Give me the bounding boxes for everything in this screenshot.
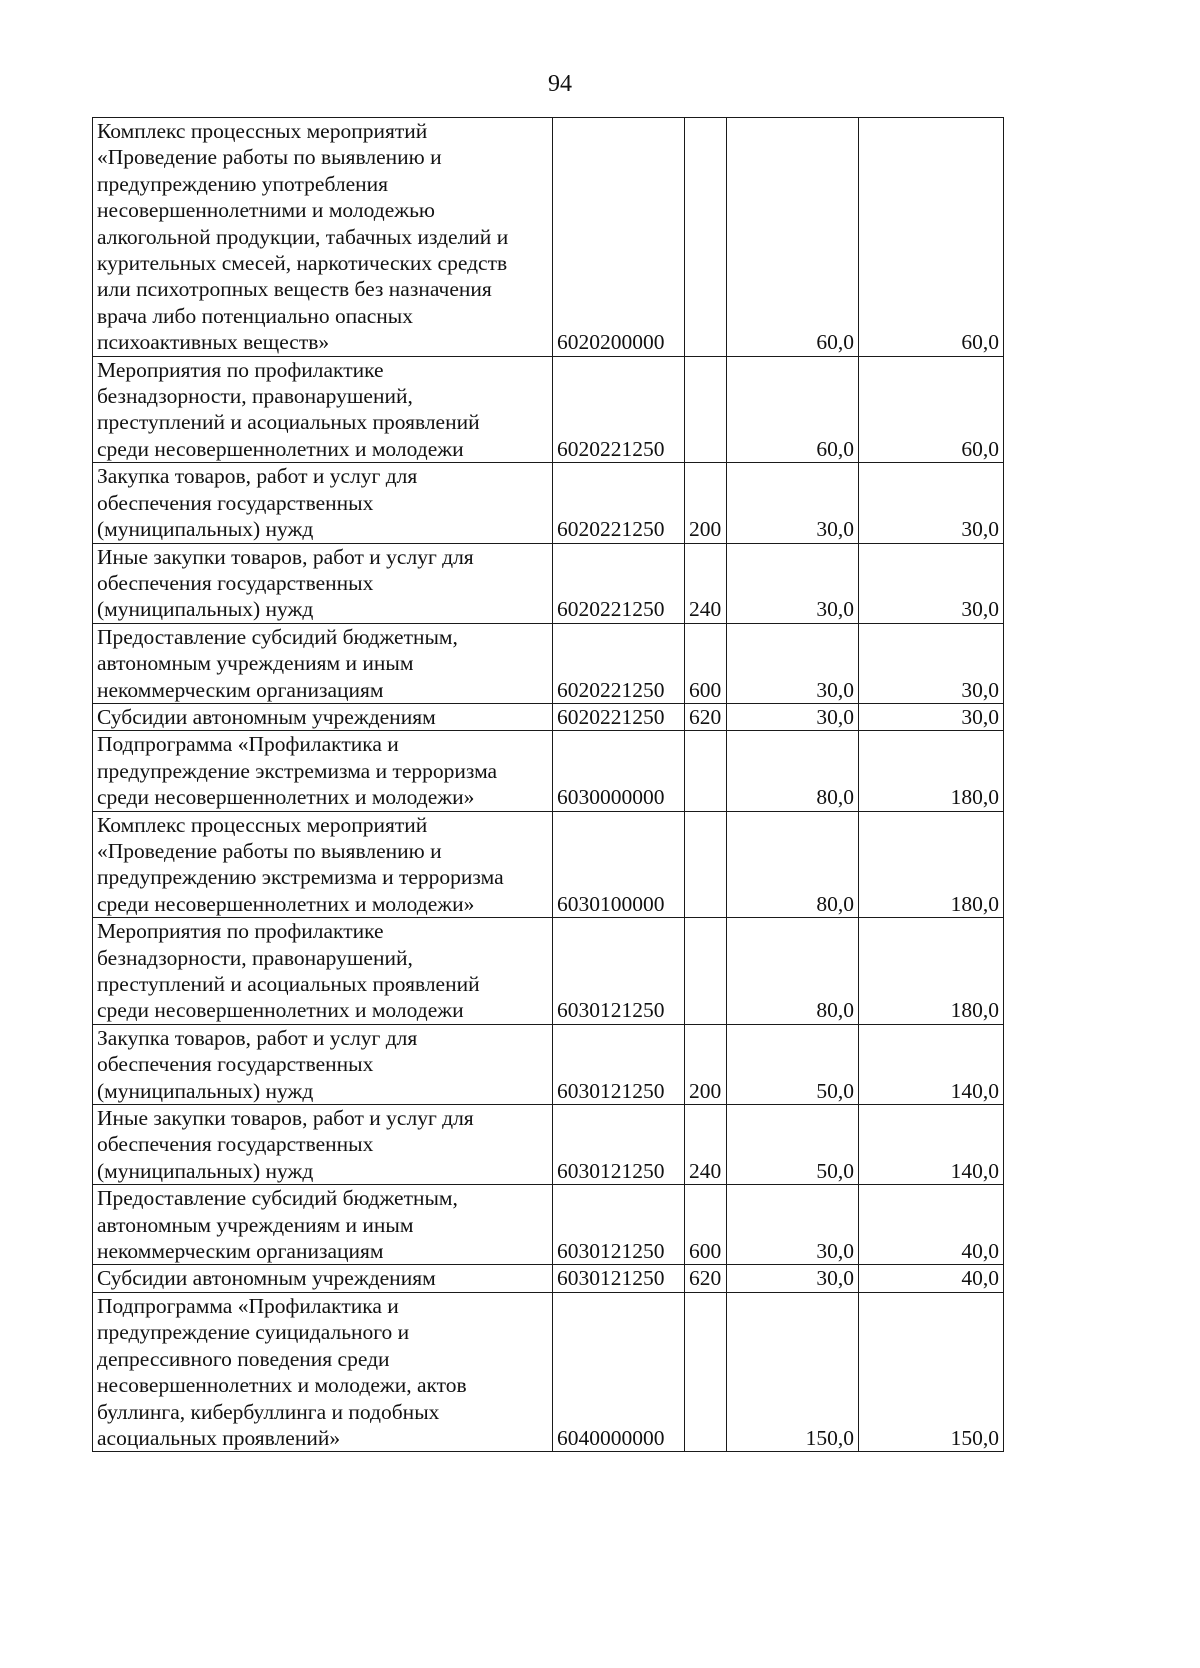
expense-name-line: буллинга, кибербуллинга и подобных [97,1399,440,1424]
expense-name-line: или психотропных веществ без назначения [97,277,492,302]
expense-name-line: среди несовершеннолетних и молодежи [97,436,464,461]
expense-name-line: депрессивного поведения среди [97,1346,390,1371]
expense-name-line: Субсидии автономным учреждениям [97,704,436,729]
expense-type-cell [685,118,727,357]
expense-type-cell [685,731,727,811]
expense-name-line: психоактивных веществ» [97,330,330,355]
table-row [93,1292,1004,1451]
expense-type-cell: 240 [685,543,727,623]
expense-name-cell [93,1105,553,1185]
amount-year2-cell: 40,0 [859,1185,1004,1265]
expense-type-cell [685,918,727,1025]
target-article-code-cell: 6040000000 [553,1292,685,1451]
amount-year1-cell: 80,0 [727,811,859,918]
amount-year2-cell: 60,0 [859,118,1004,357]
expense-name-line: (муниципальных) нужд [97,597,314,622]
expense-type-cell: 200 [685,1024,727,1104]
expense-name-line: несовершеннолетними и молодежью [97,198,435,223]
amount-year2-cell: 140,0 [859,1024,1004,1104]
expense-name-line: «Проведение работы по выявлению и [97,838,442,863]
amount-year1-cell: 60,0 [727,118,859,357]
expense-name-cell [93,463,553,543]
expense-type-cell: 600 [685,1185,727,1265]
expense-name-line: безнадзорности, правонарушений, [97,945,413,970]
amount-year2-cell: 150,0 [859,1292,1004,1451]
table-row [93,1024,1004,1104]
expense-name-line: предупреждение экстремизма и терроризма [97,758,498,783]
amount-year2-cell: 180,0 [859,811,1004,918]
target-article-code-cell: 6030121250 [553,1105,685,1185]
expense-name-line: Мероприятия по профилактике [97,357,384,382]
expense-name-cell [93,1265,553,1292]
amount-year2-cell: 30,0 [859,543,1004,623]
expense-name-line: (муниципальных) нужд [97,1158,314,1183]
expense-name-line: Субсидии автономным учреждениям [97,1266,436,1291]
expense-name-line: (муниципальных) нужд [97,517,314,542]
expense-name-line: Предоставление субсидий бюджетным, [97,1186,458,1211]
expense-name-line: безнадзорности, правонарушений, [97,384,413,409]
expense-name-line: преступлений и асоциальных проявлений [97,410,480,435]
expense-type-cell [685,811,727,918]
expense-name-line: Комплекс процессных мероприятий [97,119,428,143]
expense-name-line: некоммерческим организациям [97,677,384,702]
amount-year1-cell: 80,0 [727,731,859,811]
expense-name-line: преступлений и асоциальных проявлений [97,972,480,996]
expense-name-cell [93,918,553,1025]
amount-year2-cell: 180,0 [859,731,1004,811]
amount-year1-cell: 30,0 [727,1185,859,1265]
target-article-code-cell: 6020221250 [553,463,685,543]
table-row [93,118,1004,357]
amount-year2-cell: 30,0 [859,703,1004,730]
budget-table [92,117,1004,1452]
expense-name-cell [93,731,553,811]
table-row [93,463,1004,543]
expense-name-line: обеспечения государственных [97,1052,374,1077]
table-row [93,811,1004,918]
expense-name-cell [93,543,553,623]
expense-name-cell [93,356,553,463]
expense-name-line: Комплекс процессных мероприятий [97,812,428,837]
table-row [93,623,1004,703]
target-article-code-cell: 6020221250 [553,703,685,730]
amount-year1-cell: 30,0 [727,623,859,703]
expense-type-cell [685,1292,727,1451]
target-article-code-cell: 6020221250 [553,543,685,623]
expense-name-cell [93,623,553,703]
expense-type-cell: 620 [685,703,727,730]
table-row [93,731,1004,811]
expense-name-line: обеспечения государственных [97,1132,374,1157]
amount-year1-cell: 30,0 [727,463,859,543]
expense-name-line: среди несовершеннолетних и молодежи» [97,785,475,810]
amount-year1-cell: 50,0 [727,1105,859,1185]
expense-name-line: Мероприятия по профилактике [97,919,384,944]
target-article-code-cell: 6020221250 [553,356,685,463]
expense-name-line: среди несовершеннолетних и молодежи [97,998,464,1023]
table-row [93,918,1004,1025]
expense-type-cell: 600 [685,623,727,703]
expense-name-line: обеспечения государственных [97,490,374,515]
table-row [93,543,1004,623]
amount-year2-cell: 180,0 [859,918,1004,1025]
expense-name-line: автономным учреждениям и иным [97,1212,414,1237]
expense-name-line: Закупка товаров, работ и услуг для [97,464,418,489]
table-row [93,703,1004,730]
amount-year1-cell: 150,0 [727,1292,859,1451]
amount-year1-cell: 60,0 [727,356,859,463]
table-row [93,1265,1004,1292]
amount-year2-cell: 140,0 [859,1105,1004,1185]
expense-name-line: предупреждению экстремизма и терроризма [97,865,504,890]
expense-name-cell [93,118,553,357]
expense-name-line: несовершеннолетних и молодежи, актов [97,1373,467,1398]
target-article-code-cell: 6030121250 [553,1265,685,1292]
target-article-code-cell: 6030121250 [553,1185,685,1265]
amount-year2-cell: 40,0 [859,1265,1004,1292]
expense-name-line: предупреждению употребления [97,171,389,196]
expense-name-line: Иные закупки товаров, работ и услуг для [97,1106,474,1131]
expense-name-line: врача либо потенциально опасных [97,303,413,328]
expense-name-line: предупреждение суицидального и [97,1320,410,1345]
expense-name-line: Иные закупки товаров, работ и услуг для [97,544,474,569]
expense-name-line: Подпрограмма «Профилактика и [97,732,399,757]
amount-year2-cell: 30,0 [859,623,1004,703]
expense-name-line: некоммерческим организациям [97,1239,384,1264]
expense-name-cell [93,1292,553,1451]
table-row [93,356,1004,463]
amount-year1-cell: 30,0 [727,703,859,730]
expense-name-cell [93,1024,553,1104]
target-article-code-cell: 6030121250 [553,1024,685,1104]
expense-name-line: Предоставление субсидий бюджетным, [97,624,458,649]
expense-name-line: асоциальных проявлений» [97,1425,341,1450]
target-article-code-cell: 6020200000 [553,118,685,357]
amount-year2-cell: 30,0 [859,463,1004,543]
expense-type-cell: 200 [685,463,727,543]
target-article-code-cell: 6030121250 [553,918,685,1025]
expense-type-cell: 620 [685,1265,727,1292]
table-row [93,1105,1004,1185]
expense-name-line: обеспечения государственных [97,570,374,595]
amount-year1-cell: 50,0 [727,1024,859,1104]
target-article-code-cell: 6030100000 [553,811,685,918]
expense-name-line: Закупка товаров, работ и услуг для [97,1025,418,1050]
expense-name-line: среди несовершеннолетних и молодежи» [97,891,475,916]
target-article-code-cell: 6020221250 [553,623,685,703]
budget-table-body [93,118,1004,1452]
expense-name-cell [93,1185,553,1265]
expense-name-line: (муниципальных) нужд [97,1078,314,1103]
expense-name-cell [93,703,553,730]
expense-name-line: «Проведение работы по выявлению и [97,145,442,170]
expense-name-line: алкогольной продукции, табачных изделий и [97,224,509,249]
target-article-code-cell: 6030000000 [553,731,685,811]
expense-type-cell [685,356,727,463]
expense-name-line: автономным учреждениям и иным [97,651,414,676]
amount-year1-cell: 80,0 [727,918,859,1025]
expense-name-line: Подпрограмма «Профилактика и [97,1293,399,1318]
amount-year2-cell: 60,0 [859,356,1004,463]
expense-name-cell [93,811,553,918]
expense-type-cell: 240 [685,1105,727,1185]
table-row [93,1185,1004,1265]
page-number: 94 [548,71,572,97]
amount-year1-cell: 30,0 [727,1265,859,1292]
amount-year1-cell: 30,0 [727,543,859,623]
expense-name-line: курительных смесей, наркотических средств [97,251,508,276]
